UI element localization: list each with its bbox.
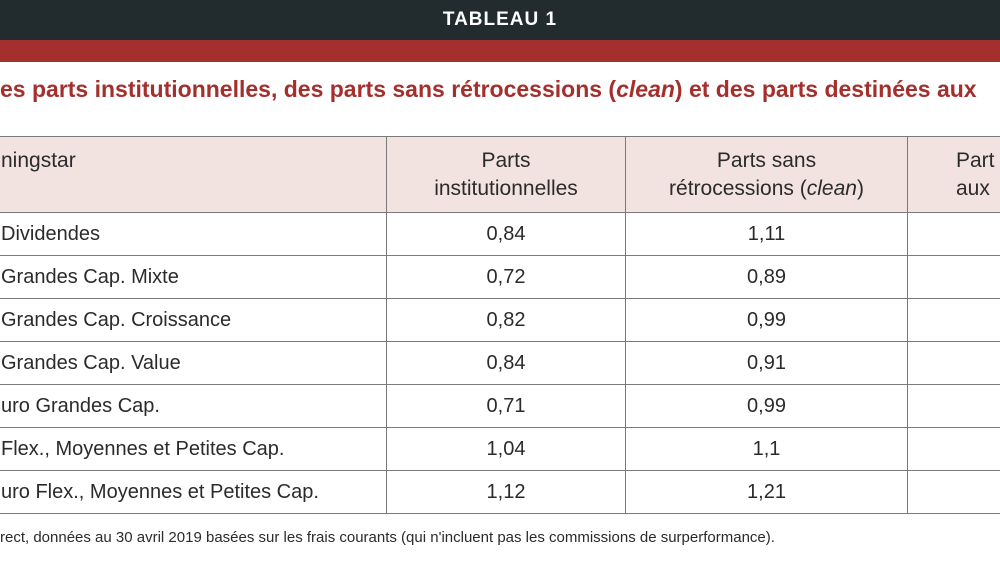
table-row	[0, 256, 1000, 299]
table-row	[0, 471, 1000, 514]
row-institutional-value: 0,72	[387, 256, 626, 299]
row-clean-value: 0,91	[626, 342, 908, 385]
row-category: Grandes Cap. Mixte	[0, 256, 387, 299]
table-row	[0, 342, 1000, 385]
header-institutional-line1: Parts	[481, 149, 531, 172]
table-row	[0, 213, 1000, 256]
source-footnote: rect, données au 30 avril 2019 basées sur les frais courants (qui n'incluent pas les commissions de surperformance).	[0, 529, 775, 546]
row-other-value	[908, 428, 1000, 471]
table-title-bar	[0, 0, 1000, 40]
row-institutional-value: 1,12	[387, 471, 626, 514]
row-other-value	[908, 256, 1000, 299]
row-institutional-value: 0,84	[387, 342, 626, 385]
row-clean-value: 1,1	[626, 428, 908, 471]
row-institutional-value: 1,04	[387, 428, 626, 471]
row-other-value	[908, 299, 1000, 342]
row-category: uro Grandes Cap.	[0, 385, 387, 428]
header-clean-line2-pre: rétrocessions (	[669, 177, 807, 200]
row-category: uro Flex., Moyennes et Petites Cap.	[0, 471, 387, 514]
table-number-label: TABLEAU 1	[442, 9, 558, 30]
table-subtitle	[0, 72, 1000, 106]
row-clean-value: 0,89	[626, 256, 908, 299]
header-clean-line1: Parts sans	[716, 149, 817, 172]
row-category: Grandes Cap. Croissance	[0, 299, 387, 342]
table-row	[0, 428, 1000, 471]
row-clean-value: 1,21	[626, 471, 908, 514]
row-clean-value: 0,99	[626, 385, 908, 428]
header-institutional-line2: institutionnelles	[434, 177, 578, 200]
row-institutional-value: 0,84	[387, 213, 626, 256]
row-institutional-value: 0,71	[387, 385, 626, 428]
table-row	[0, 299, 1000, 342]
row-other-value	[908, 213, 1000, 256]
table-header-row	[0, 137, 1000, 213]
header-clean-line2-post: )	[856, 177, 864, 200]
row-category: Flex., Moyennes et Petites Cap.	[0, 428, 387, 471]
row-other-value	[908, 471, 1000, 514]
title-accent-band	[0, 40, 1000, 62]
header-clean-line2	[626, 175, 907, 203]
subtitle-text-end: ) et des parts destinées aux	[674, 76, 977, 102]
row-category: Grandes Cap. Value	[0, 342, 387, 385]
header-clean	[626, 137, 908, 213]
subtitle-text-italic: clean	[616, 76, 675, 102]
header-other-line2: aux	[956, 177, 990, 200]
subtitle-text-start: es parts institutionnelles, des parts sans rétrocessions (	[0, 76, 617, 102]
table-row	[0, 385, 1000, 428]
header-category	[0, 137, 387, 213]
header-category-label: ningstar	[1, 149, 76, 172]
fees-table	[0, 136, 1000, 514]
row-category: Dividendes	[0, 213, 387, 256]
row-clean-value: 1,11	[626, 213, 908, 256]
header-clean-line2-italic: clean	[806, 177, 857, 200]
header-institutional	[387, 137, 626, 213]
row-institutional-value: 0,82	[387, 299, 626, 342]
row-clean-value: 0,99	[626, 299, 908, 342]
header-other	[908, 137, 1000, 213]
header-other-line1: Part	[956, 149, 995, 172]
row-other-value	[908, 342, 1000, 385]
row-other-value	[908, 385, 1000, 428]
